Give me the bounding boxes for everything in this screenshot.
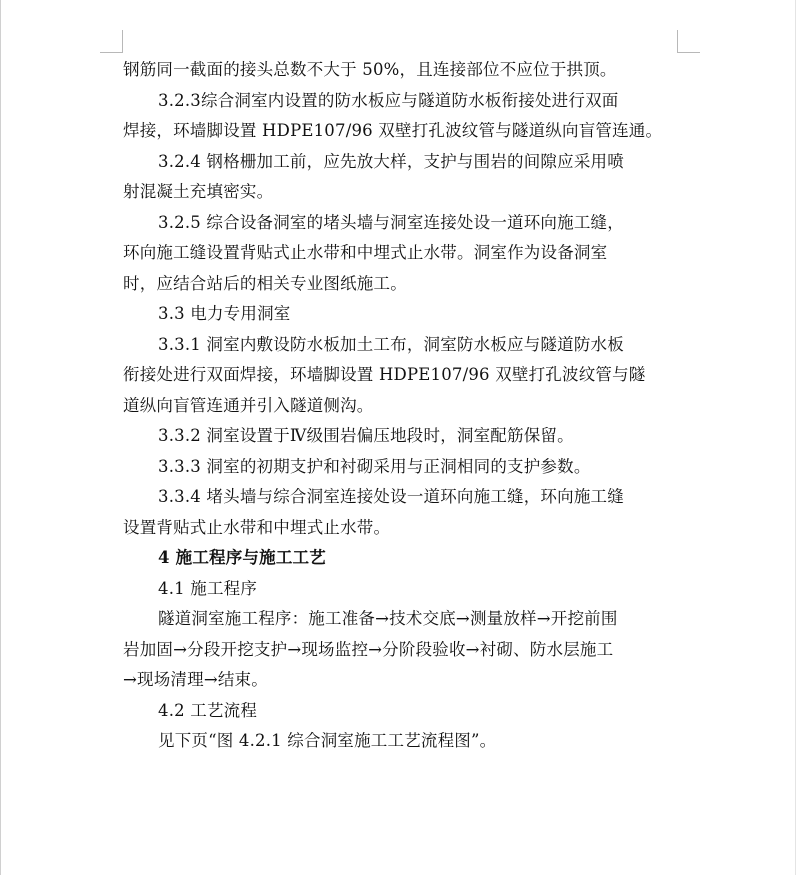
text-line: 射混凝土充填密实。 xyxy=(123,182,274,201)
text-line: 道纵向盲管连通并引入隧道侧沟。 xyxy=(123,395,374,415)
text-line: 3.2.5 综合设备洞室的堵头墙与洞室连接处设一道环向施工缝， xyxy=(158,212,624,232)
text-line: 3.2.4 钢格栅加工前，应先放大样，支护与围岩的间隙应采用喷 xyxy=(158,151,624,171)
top-right-margin-mark xyxy=(677,30,700,53)
text-line: 时，应结合站后的相关专业图纸施工。 xyxy=(123,273,407,293)
text-line: 设置背贴式止水带和中埋式止水带。 xyxy=(123,517,391,537)
text-line: 隧道洞室施工程序：施工准备→技术交底→测量放样→开挖前围 xyxy=(158,609,618,628)
chapter-heading: 4 施工程序与施工工艺 xyxy=(158,548,326,567)
text-line: 3.3.3 洞室的初期支护和衬砌采用与正洞相同的支护参数。 xyxy=(158,456,591,476)
text-line: 3.3.1 洞室内敷设防水板加土工布，洞室防水板应与隧道防水板 xyxy=(158,334,624,354)
document-body xyxy=(123,55,679,757)
text-line: →现场清理→结束。 xyxy=(123,670,268,689)
text-line: 3.3.2 洞室设置于Ⅳ级围岩偏压地段时，洞室配筋保留。 xyxy=(158,426,574,445)
text-line: 岩加固→分段开挖支护→现场监控→分阶段验收→衬砌、防水层施工 xyxy=(123,639,614,659)
top-left-margin-mark xyxy=(100,30,123,53)
text-line: 3.3.4 堵头墙与综合洞室连接处设一道环向施工缝，环向施工缝 xyxy=(158,487,624,506)
section-heading: 4.1 施工程序 xyxy=(158,578,258,598)
text-line: 环向施工缝设置背贴式止水带和中埋式止水带。洞室作为设备洞室 xyxy=(123,243,608,262)
section-heading: 3.3 电力专用洞室 xyxy=(158,304,291,323)
text-line: 焊接，环墙脚设置 HDPE107/96 双壁打孔波纹管与隧道纵向盲管连通。 xyxy=(123,121,663,140)
text-line: 钢筋同一截面的接头总数不大于 50%，且连接部位不应位于拱顶。 xyxy=(123,60,617,79)
section-heading: 4.2 工艺流程 xyxy=(158,700,258,720)
text-line: 见下页“图 4.2.1 综合洞室施工工艺流程图”。 xyxy=(158,731,497,750)
page-left-edge xyxy=(0,0,1,875)
text-line: 3.2.3综合洞室内设置的防水板应与隧道防水板衔接处进行双面 xyxy=(158,90,619,110)
text-line: 衔接处进行双面焊接，环墙脚设置 HDPE107/96 双壁打孔波纹管与隧 xyxy=(123,365,646,384)
